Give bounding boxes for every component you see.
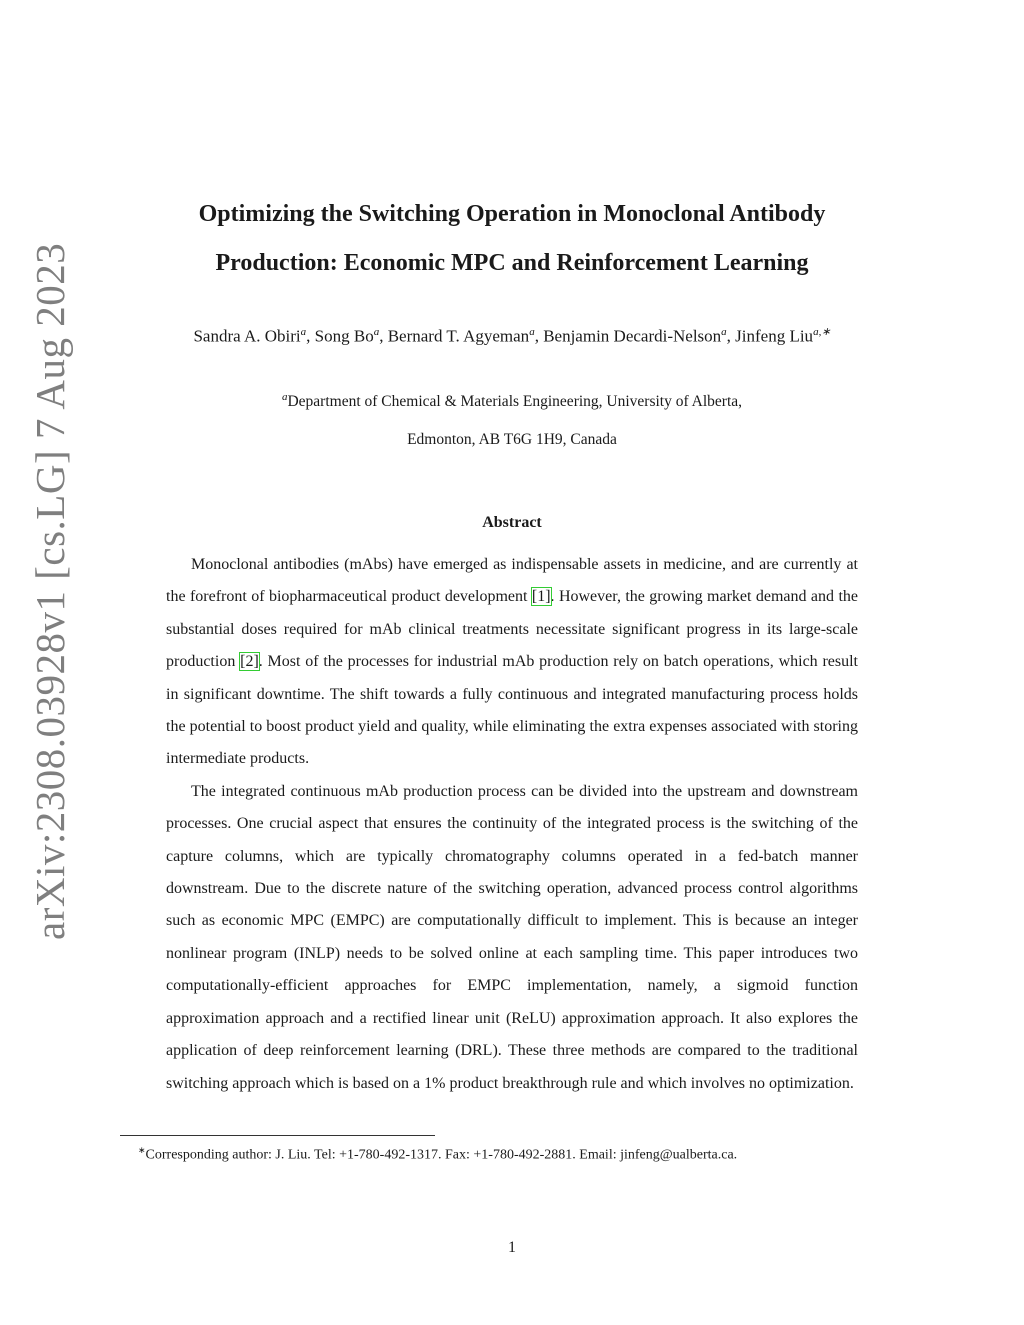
affiliation-mark: a — [281, 391, 288, 403]
paper-title — [100, 190, 924, 288]
affiliation — [100, 378, 924, 459]
footnote-text: Corresponding author: J. Liu. Tel: +1-780-492-1317. Fax: +1-780-492-2881. Email: jinfeng@ualberta.ca. — [145, 1147, 738, 1163]
author-affiliation-mark: a — [300, 326, 307, 338]
author-name: Bernard T. Agyeman — [387, 326, 530, 346]
abstract-body — [166, 549, 858, 1100]
author-affiliation-mark: a,∗ — [813, 326, 831, 338]
title-line-1: Optimizing the Switching Operation in Monoclonal Antibody — [198, 201, 826, 227]
author-affiliation-mark: a — [373, 326, 380, 338]
author-list: Sandra A. Obiri$^a$, Song Bo$^a$, Bernard T. Agyeman$^a$, Benjamin Decardi-Nelson$^a$, Jinfeng Liu$^{a,∗}$ — [193, 326, 831, 346]
author-name: Benjamin Decardi-Nelson — [543, 326, 722, 346]
abstract-paragraph-2: The integrated continuous mAb production process can be divided into the upstream and downstream processes. One crucial aspect that ensures the continuity of the integrated process is the switching of the capture columns, which are typically chromatography columns operated in a fed-batch manner downstream. Due to the discrete nature of the switching operation, advanced process control algorithms such as economic MPC (EMPC) are computationally difficult to implement. This is because an integer nonlinear program (INLP) needs to be solved online at each sampling time. This paper introduces two computationally-efficient approaches for EMPC implementation, namely, a sigmoid function approximation approach and a rectified linear unit (ReLU) approximation approach. It also explores the application of deep reinforcement learning (DRL). These three methods are compared to the traditional switching approach which is based on a 1% product breakthrough rule and which involves no optimization. — [166, 782, 858, 1092]
abstract-text: . However, the growing market demand and the substantial doses required for mAb clinical treatments necessitate significant progress in its large-scale production — [166, 588, 858, 671]
affiliation-line-1: Department of Chemical & Materials Engineering, University of Alberta, — [287, 393, 743, 411]
author-name: Jinfeng Liu — [735, 326, 814, 346]
footnote-divider — [120, 1135, 435, 1136]
title-line-2: Production: Economic MPC and Reinforcement Learning — [215, 250, 809, 276]
corresponding-author-footnote — [138, 1138, 898, 1168]
author-affiliation-mark: a — [721, 326, 727, 338]
citation-link-2[interactable]: [2] — [240, 653, 259, 671]
page-number: 1 — [508, 1239, 516, 1256]
affiliation-line-2: Edmonton, AB T6G 1H9, Canada — [407, 431, 617, 449]
arxiv-identifier: arXiv:2308.03928v1 [cs.LG] 7 Aug 2023 — [27, 242, 73, 940]
author-name: Song Bo — [314, 326, 374, 346]
abstract-heading: Abstract — [482, 514, 542, 531]
abstract-paragraph-1 — [166, 549, 858, 776]
citation-link-1[interactable]: [1] — [531, 588, 551, 606]
abstract-text: Monoclonal antibodies (mAbs) have emerged as indispensable assets in medicine, and are currently at the forefront of biopharmaceutical product development — [166, 556, 858, 606]
footnote-mark: ∗ — [138, 1145, 146, 1155]
author-affiliation-mark: a — [529, 326, 535, 338]
author-name: Sandra A. Obiri — [193, 326, 301, 346]
abstract-text: . Most of the processes for industrial mAb production rely on batch operations, which result in significant downtime. The shift towards a fully continuous and integrated manufacturing process holds the potential to boost product yield and quality, while eliminating the extra expenses associated with storing intermediate products. — [166, 653, 858, 768]
